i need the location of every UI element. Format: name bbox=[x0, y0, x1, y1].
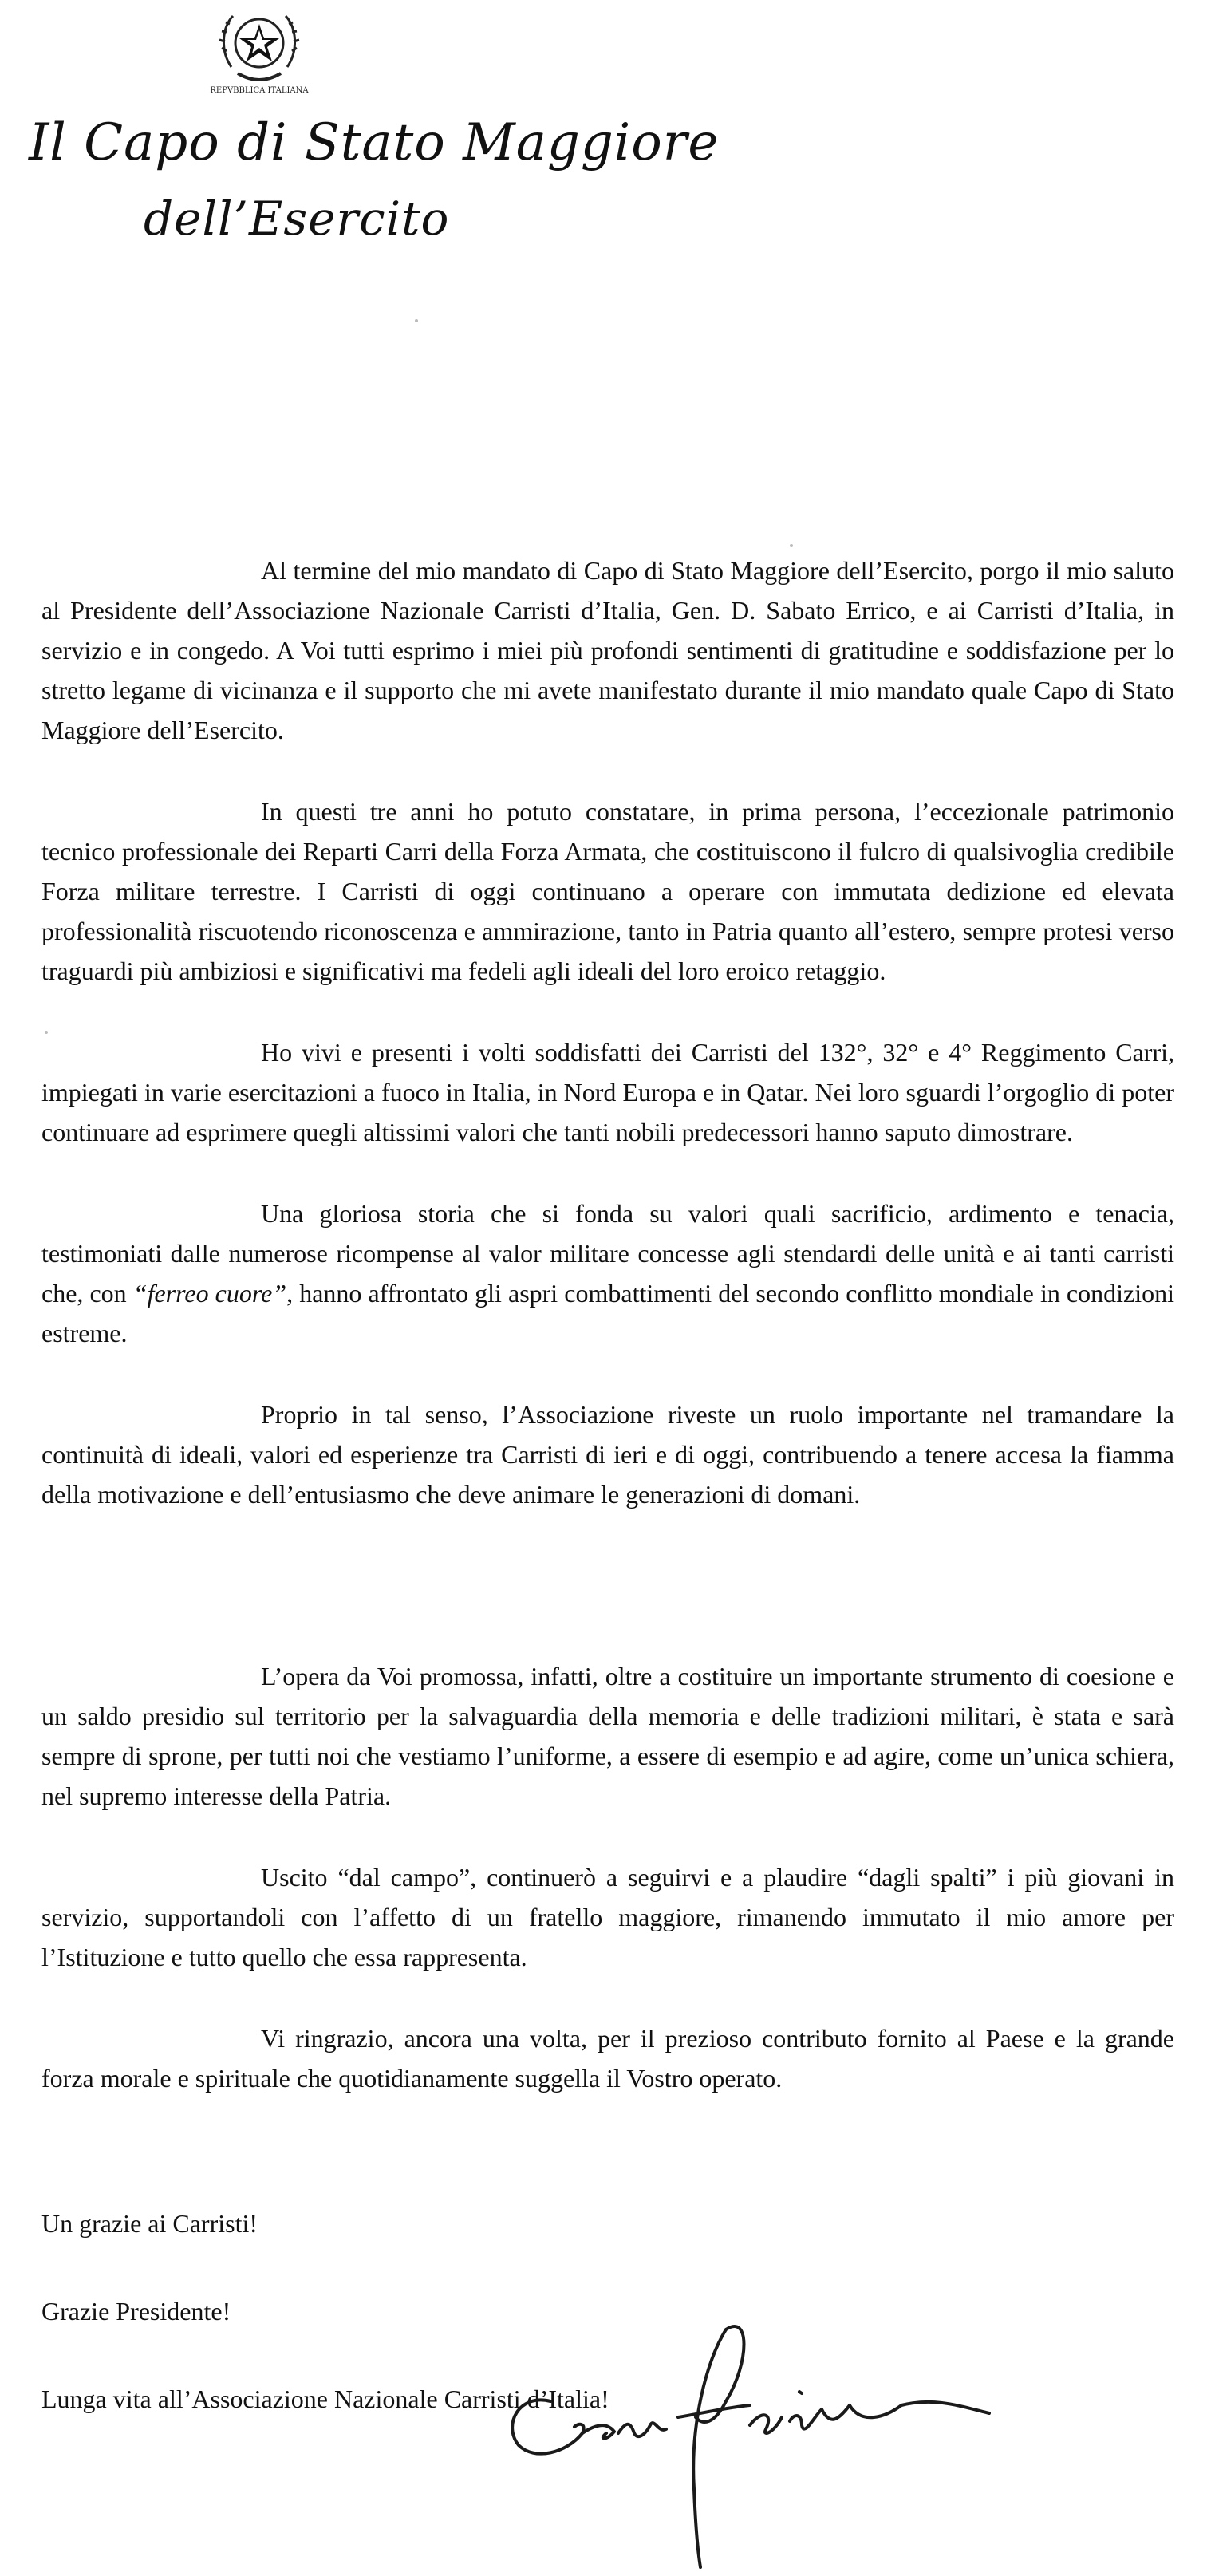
italian-republic-emblem-icon bbox=[210, 3, 309, 96]
letter-paragraph bbox=[41, 1193, 1174, 1353]
letter-paragraph: Uscito “dal campo”, continuerò a seguirvi e a plaudire “dagli spalti” i più giovani in servizio, supportandoli con l’affetto di un fratello maggiore, rimanendo immutato il mio amore per l’Istituzione e tutto quello che essa rappresenta. bbox=[41, 1863, 1174, 1971]
header-title: Il Capo di Stato Maggiore bbox=[29, 113, 720, 172]
handwritten-signature-icon bbox=[487, 2314, 1045, 2569]
scan-speck bbox=[415, 319, 418, 322]
letter-paragraph: Proprio in tal senso, l’Associazione riveste un ruolo importante nel tramandare la continuità di ideali, valori ed esperienze tra Carristi di ieri e di oggi, contribuendo a tenere accesa la fiamma della motivazione e dell’entusiasmo che deve animare le generazioni di domani. bbox=[41, 1400, 1174, 1509]
scan-speck bbox=[790, 544, 793, 547]
closing-line: Lunga vita all’Associazione Nazionale Carristi d’Italia! bbox=[41, 2385, 609, 2413]
svg-text:REPVBBLICA ITALIANA: REPVBBLICA ITALIANA bbox=[210, 86, 309, 95]
paragraph-text: , hanno affrontato gli aspri combattimenti del secondo conflitto mondiale in condizioni estreme. bbox=[41, 1279, 1175, 1347]
letter-paragraph: Ho vivi e presenti i volti soddisfatti dei Carristi del 132°, 32° e 4° Reggimento Carri, impiegati in varie esercitazioni a fuoco in Italia, in Nord Europa e in Qatar. Nei loro sguardi l’orgoglio di poter continuare ad esprimere quegli altissimi valori che tanti nobili predecessori hanno saputo dimostrare. bbox=[41, 1038, 1174, 1146]
letter-paragraph: Vi ringrazio, ancora una volta, per il prezioso contributo fornito al Paese e la grande forza morale e spirituale che quotidianamente suggella il Vostro operato. bbox=[41, 2024, 1174, 2093]
header-subtitle: dell’Esercito bbox=[144, 191, 450, 246]
letter-paragraph: In questi tre anni ho potuto constatare, in prima persona, l’eccezionale patrimonio tecnico professionale dei Reparti Carri della Forza Armata, che costituiscono il fulcro di qualsivoglia credibile Forza militare terrestre. I Carristi di oggi continuano a operare con immutata dedizione ed elevata professionalità riscuotendo riconoscenza e ammirazione, tanto in Patria quanto all’estero, sempre protesi verso traguardi più ambiziosi e significativi ma fedeli agli ideali del loro eroico retaggio. bbox=[41, 797, 1174, 985]
letter-paragraph: Al termine del mio mandato di Capo di Stato Maggiore dell’Esercito, porgo il mio saluto al Presidente dell’Associazione Nazionale Carristi d’Italia, Gen. D. Sabato Errico, e ai Carristi d’Italia, in servizio e in congedo. A Voi tutti esprimo i miei più profondi sentimenti di gratitudine e soddisfazione per lo stretto legame di vicinanza e il supporto che mi avete manifestato durante il mio mandato quale Capo di Stato Maggiore dell’Esercito. bbox=[41, 556, 1174, 744]
letter-paragraph: L’opera da Voi promossa, infatti, oltre a costituire un importante strumento di coesione e un saldo presidio sul territorio per la salvaguardia della memoria e delle tradizioni militari, è stata e sarà sempre di sprone, per tutti noi che vestiamo l’uniforme, a essere di esempio e ad agire, come un’unica schiera, nel supremo interesse della Patria. bbox=[41, 1662, 1174, 1810]
closing-line: Grazie Presidente! bbox=[41, 2297, 231, 2326]
emphasis-quote: “ferreo cuore” bbox=[132, 1279, 287, 1308]
paragraph-text: Una gloriosa storia che si fonda su valori quali sacrificio, ardimento e tenacia, testimoniati dalle numerose ricompense al valor militare concesse agli stendardi delle unità e ai tanti carristi che, con bbox=[41, 1199, 1174, 1308]
letter-body bbox=[41, 550, 1174, 2419]
closing-line: Un grazie ai Carristi! bbox=[41, 2209, 258, 2238]
